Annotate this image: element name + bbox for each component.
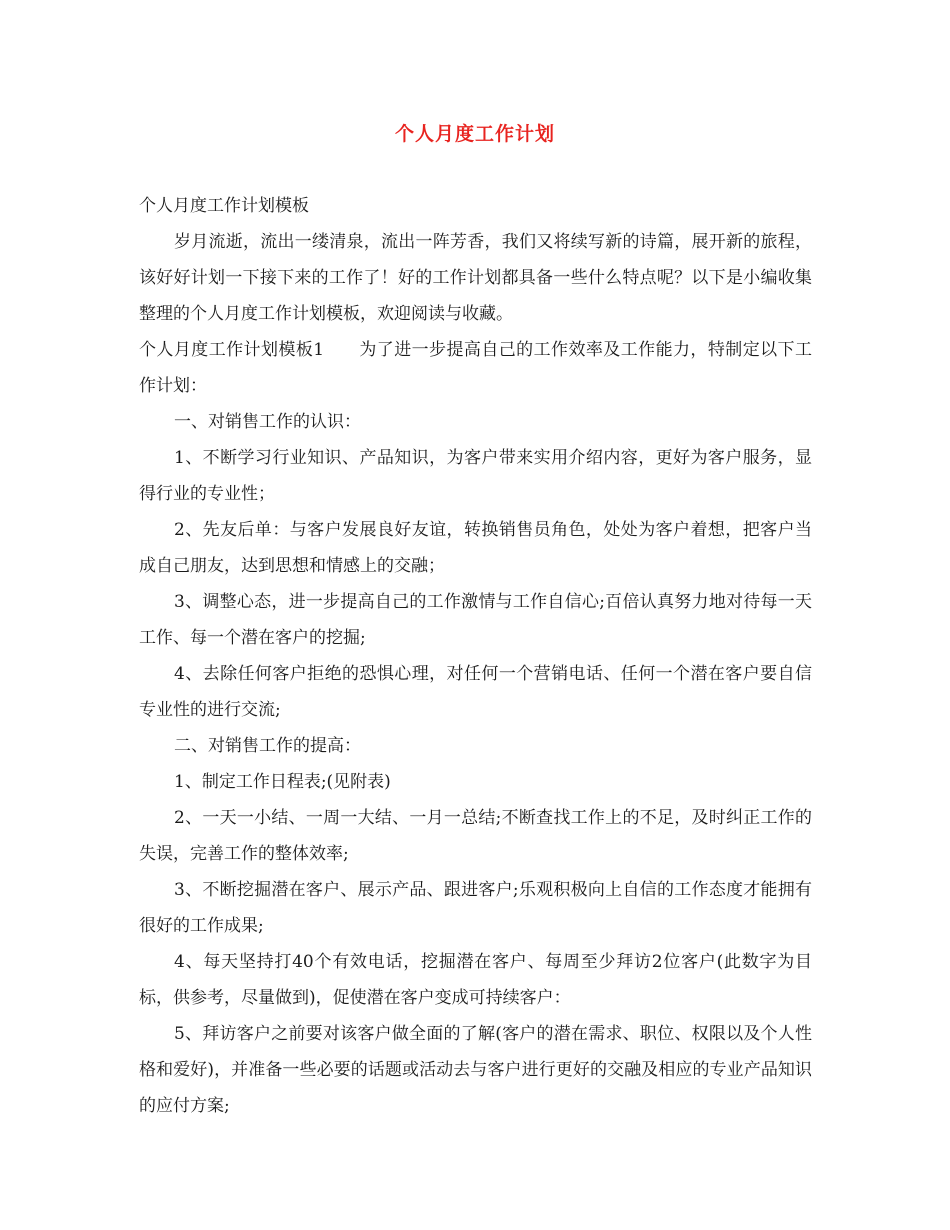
paragraph: 2、先友后单：与客户发展良好友谊，转换销售员角色，处处为客户着想，把客户当成自己朋友，达到思想和情感上的交融； — [139, 520, 812, 576]
document-body — [139, 188, 812, 1124]
paragraph: 3、不断挖掘潜在客户、展示产品、跟进客户;乐观积极向上自信的工作态度才能拥有很好的工作成果; — [139, 880, 812, 936]
paragraph: 1、制定工作日程表;(见附表) — [174, 772, 391, 792]
paragraph: 4、每天坚持打40个有效电话，挖掘潜在客户、每周至少拜访2位客户(此数字为目标，供参考，尽量做到)，促使潜在客户变成可持续客户： — [139, 952, 812, 1008]
paragraph: 3、调整心态，进一步提高自己的工作激情与工作自信心;百倍认真努力地对待每一天工作、每一个潜在客户的挖掘; — [139, 592, 812, 648]
paragraph: 个人月度工作计划模板 — [139, 196, 309, 216]
paragraph: 一、对销售工作的认识： — [174, 412, 361, 432]
paragraph: 5、拜访客户之前要对该客户做全面的了解(客户的潜在需求、职位、权限以及个人性格和爱好)，并准备一些必要的话题或活动去与客户进行更好的交融及相应的专业产品知识的应付方案; — [139, 1024, 812, 1116]
paragraph: 个人月度工作计划模板1 为了进一步提高自己的工作效率及工作能力，特制定以下工作计划： — [139, 340, 812, 396]
document-title: 个人月度工作计划 — [394, 123, 555, 145]
paragraph: 4、去除任何客户拒绝的恐惧心理，对任何一个营销电话、任何一个潜在客户要自信专业性的进行交流; — [139, 664, 812, 720]
paragraph: 岁月流逝，流出一缕清泉，流出一阵芳香，我们又将续写新的诗篇，展开新的旅程，该好好计划一下接下来的工作了！好的工作计划都具备一些什么特点呢？以下是小编收集整理的个人月度工作计划模板，欢迎阅读与收藏。 — [139, 232, 812, 324]
paragraph: 二、对销售工作的提高： — [174, 736, 361, 756]
paragraph: 1、不断学习行业知识、产品知识，为客户带来实用介绍内容，更好为客户服务，显得行业的专业性； — [139, 448, 812, 504]
paragraph: 2、一天一小结、一周一大结、一月一总结;不断查找工作上的不足，及时纠正工作的失误，完善工作的整体效率; — [139, 808, 812, 864]
